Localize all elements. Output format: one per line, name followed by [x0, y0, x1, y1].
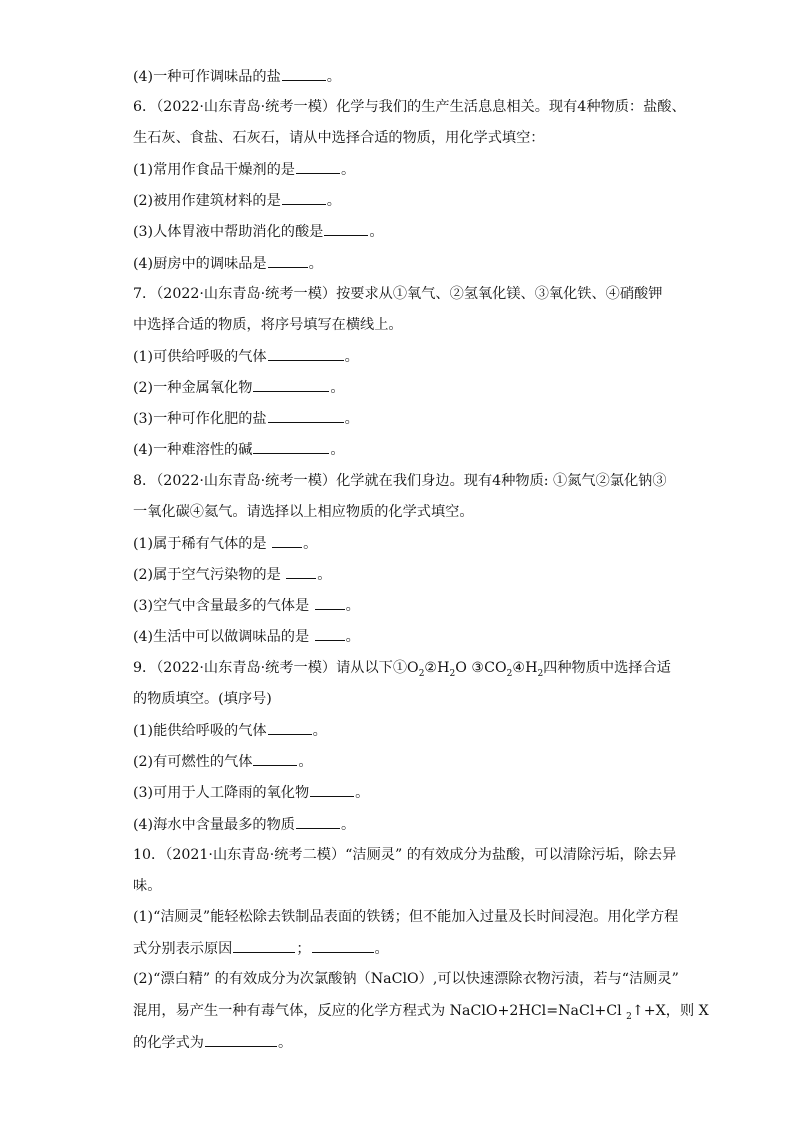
answer-blank	[268, 346, 344, 361]
q8-item-2: (2)属于空气污染物的是 。	[133, 564, 682, 585]
q7-item-3: (3)一种可作化肥的盐 。	[133, 408, 682, 429]
q6-item-1: (1)常用作食品干燥剂的是 。	[133, 159, 682, 180]
answer-blank	[268, 253, 308, 268]
answer-blank	[296, 814, 340, 829]
q6-item-4: (4)厨房中的调味品是 。	[133, 253, 682, 274]
answer-blank	[253, 377, 329, 392]
q10-item-1-line-2: 式分别表示原因 ； 。	[133, 938, 682, 959]
answer-blank	[315, 626, 345, 641]
q10-stem-line-1: 10．（2021·山东青岛·统考二模）“洁厕灵” 的有效成分为盐酸，可以清除污垢，除去异	[133, 847, 677, 863]
q7-item-2: (2)一种金属氧化物 。	[133, 377, 682, 398]
q8-item-3: (3)空气中含量最多的气体是 。	[133, 595, 682, 616]
q9-item-3: (3)可用于人工降雨的氧化物 。	[133, 782, 682, 803]
q7-stem-line-1: 7．（2022·山东青岛·统考一模）按要求从①氧气、②氢氧化镁、③氧化铁、④硝酸钾	[133, 286, 663, 302]
answer-blank	[205, 1032, 277, 1047]
q9-item-2: (2)有可燃性的气体 。	[133, 751, 682, 772]
q10-item-1-line-1: (1)“洁厕灵”能轻松除去铁制品表面的铁锈；但不能加入过量及长时间浸泡。用化学方程	[133, 909, 679, 925]
q10-item-2-line-1: (2)“漂白精” 的有效成分为次氯酸钠（NaClO）,可以快速漂除衣物污渍，若与“洁厕灵”	[133, 971, 679, 987]
q10-item-2-line-3: 的化学式为 。	[133, 1032, 682, 1053]
answer-blank	[315, 595, 345, 610]
q8-stem-line-1: 8．（2022·山东青岛·统考一模）化学就在我们身边。现有4种物质: ①氮气②氯化钠③	[133, 473, 667, 489]
q6-stem-line-2: 生石灰、食盐、石灰石，请从中选择合适的物质，用化学式填空：	[133, 130, 545, 146]
answer-blank	[312, 938, 374, 953]
q10-item-2-line-2: 混用，易产生一种有毒气体，反应的化学方程式为 NaClO+2HCl=NaCl+Cl $_2$↑+X，则 X	[133, 1003, 709, 1022]
q6-item-2: (2)被用作建筑材料的是 。	[133, 190, 682, 211]
answer-blank	[253, 751, 297, 766]
q5-item-4: (4)一种可作调味品的盐 。	[133, 66, 682, 87]
q9-stem-line-1: 9．（2022·山东青岛·统考一模）请从以下$①O_2②H_2O$ $③CO_2④H_2$四种物质中选择合适	[133, 660, 671, 679]
answer-blank	[268, 720, 312, 735]
answer-blank	[324, 221, 368, 236]
answer-blank	[253, 439, 329, 454]
q9-stem-line-2: 的物质填空。(填序号)	[133, 691, 272, 707]
q9-item-4: (4)海水中含量最多的物质 。	[133, 814, 682, 835]
answer-blank	[268, 408, 344, 423]
q9-item-1: (1)能供给呼吸的气体 。	[133, 720, 682, 741]
q10-stem-line-2: 味。	[133, 878, 162, 894]
q8-item-4: (4)生活中可以做调味品的是 。	[133, 626, 682, 647]
q8-item-1: (1)属于稀有气体的是 。	[133, 533, 682, 554]
q7-item-4: (4)一种难溶性的碱 。	[133, 439, 682, 460]
q7-item-1: (1)可供给呼吸的气体 。	[133, 346, 682, 367]
answer-blank	[310, 782, 354, 797]
q6-item-3: (3)人体胃液中帮助消化的酸是 。	[133, 221, 682, 242]
q6-stem-line-1: 6．（2022·山东青岛·统考一模）化学与我们的生产生活息息相关。现有4种物质：盐酸、	[133, 99, 686, 115]
answer-blank	[296, 159, 340, 174]
answer-blank	[282, 66, 326, 81]
answer-blank	[272, 533, 302, 548]
q8-stem-line-2: 一氧化碳④氦气。请选择以上相应物质的化学式填空。	[133, 504, 474, 520]
answer-blank	[286, 564, 316, 579]
answer-blank	[282, 190, 326, 205]
answer-blank	[233, 938, 295, 953]
q7-stem-line-2: 中选择合适的物质，将序号填写在横线上。	[133, 317, 403, 333]
